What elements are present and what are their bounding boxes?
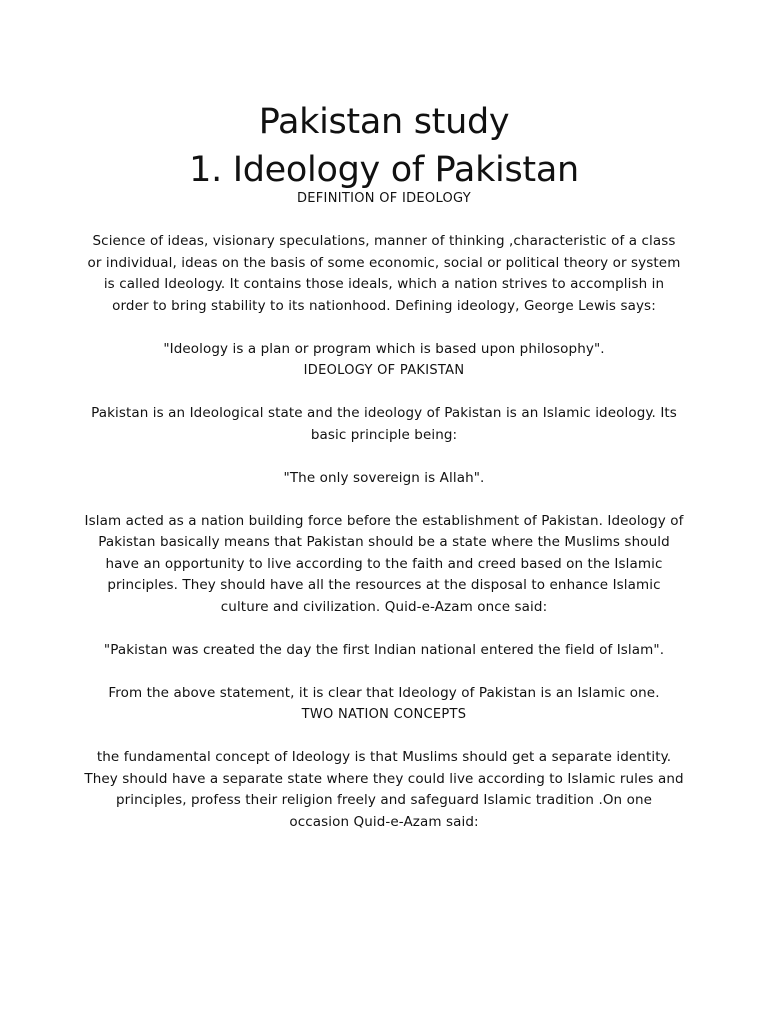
- paragraph-ideological-state: Pakistan is an Ideological state and the ideology of Pakistan is an Islamic ideology. Its basic principle being:: [91, 405, 677, 443]
- paragraph-statement: From the above statement, it is clear that Ideology of Pakistan is an Islamic one.: [108, 684, 660, 701]
- spacer: [84, 382, 684, 404]
- title-line-2: 1. Ideology of Pakistan: [189, 150, 579, 190]
- spacer: [84, 210, 684, 232]
- spacer: [84, 618, 684, 640]
- spacer: [84, 446, 684, 468]
- title-line-1: Pakistan study: [258, 102, 510, 142]
- spacer: [84, 726, 684, 748]
- paragraph-nation-building: Islam acted as a nation building force before the establishment of Pakistan. Ideology of Pakistan basically means that Pakistan should be a state where the Muslims should have an opportunity to live according to the faith and creed based on the Islamic principles. They should have all the resources at the disposal to enhance Islamic culture and civilization. Quid-e-Azam once said:: [84, 512, 684, 615]
- paragraph-fundamental-concept: the fundamental concept of Ideology is that Muslims should get a separate identity. They should have a separate state where they could live according to Islamic rules and principles, profess their religion freely and safeguard Islamic tradition .On one occasion Quid-e-Azam said:: [84, 749, 684, 830]
- quote-lewis: "Ideology is a plan or program which is based upon philosophy".: [163, 340, 605, 357]
- spacer: [84, 489, 684, 511]
- document-title: [84, 98, 684, 194]
- spacer: [84, 317, 684, 339]
- quote-quaid: "Pakistan was created the day the first Indian national entered the field of Islam".: [103, 641, 665, 658]
- spacer: [84, 661, 684, 683]
- heading-two-nation-concepts: TWO NATION CONCEPTS: [301, 707, 467, 722]
- quote-sovereign: "The only sovereign is Allah".: [283, 469, 485, 486]
- document-body: [84, 188, 684, 833]
- heading-ideology-of-pakistan: IDEOLOGY OF PAKISTAN: [303, 363, 465, 378]
- heading-definition: DEFINITION OF IDEOLOGY: [296, 191, 472, 206]
- paragraph-definition: Science of ideas, visionary speculations, manner of thinking ,characteristic of a class or individual, ideas on the basis of some economic, social or political theory or system is called Ideology. It contains those ideals, which a nation strives to accomplish in order to bring stability to its nationhood. Defining ideology, George Lewis says:: [87, 233, 681, 314]
